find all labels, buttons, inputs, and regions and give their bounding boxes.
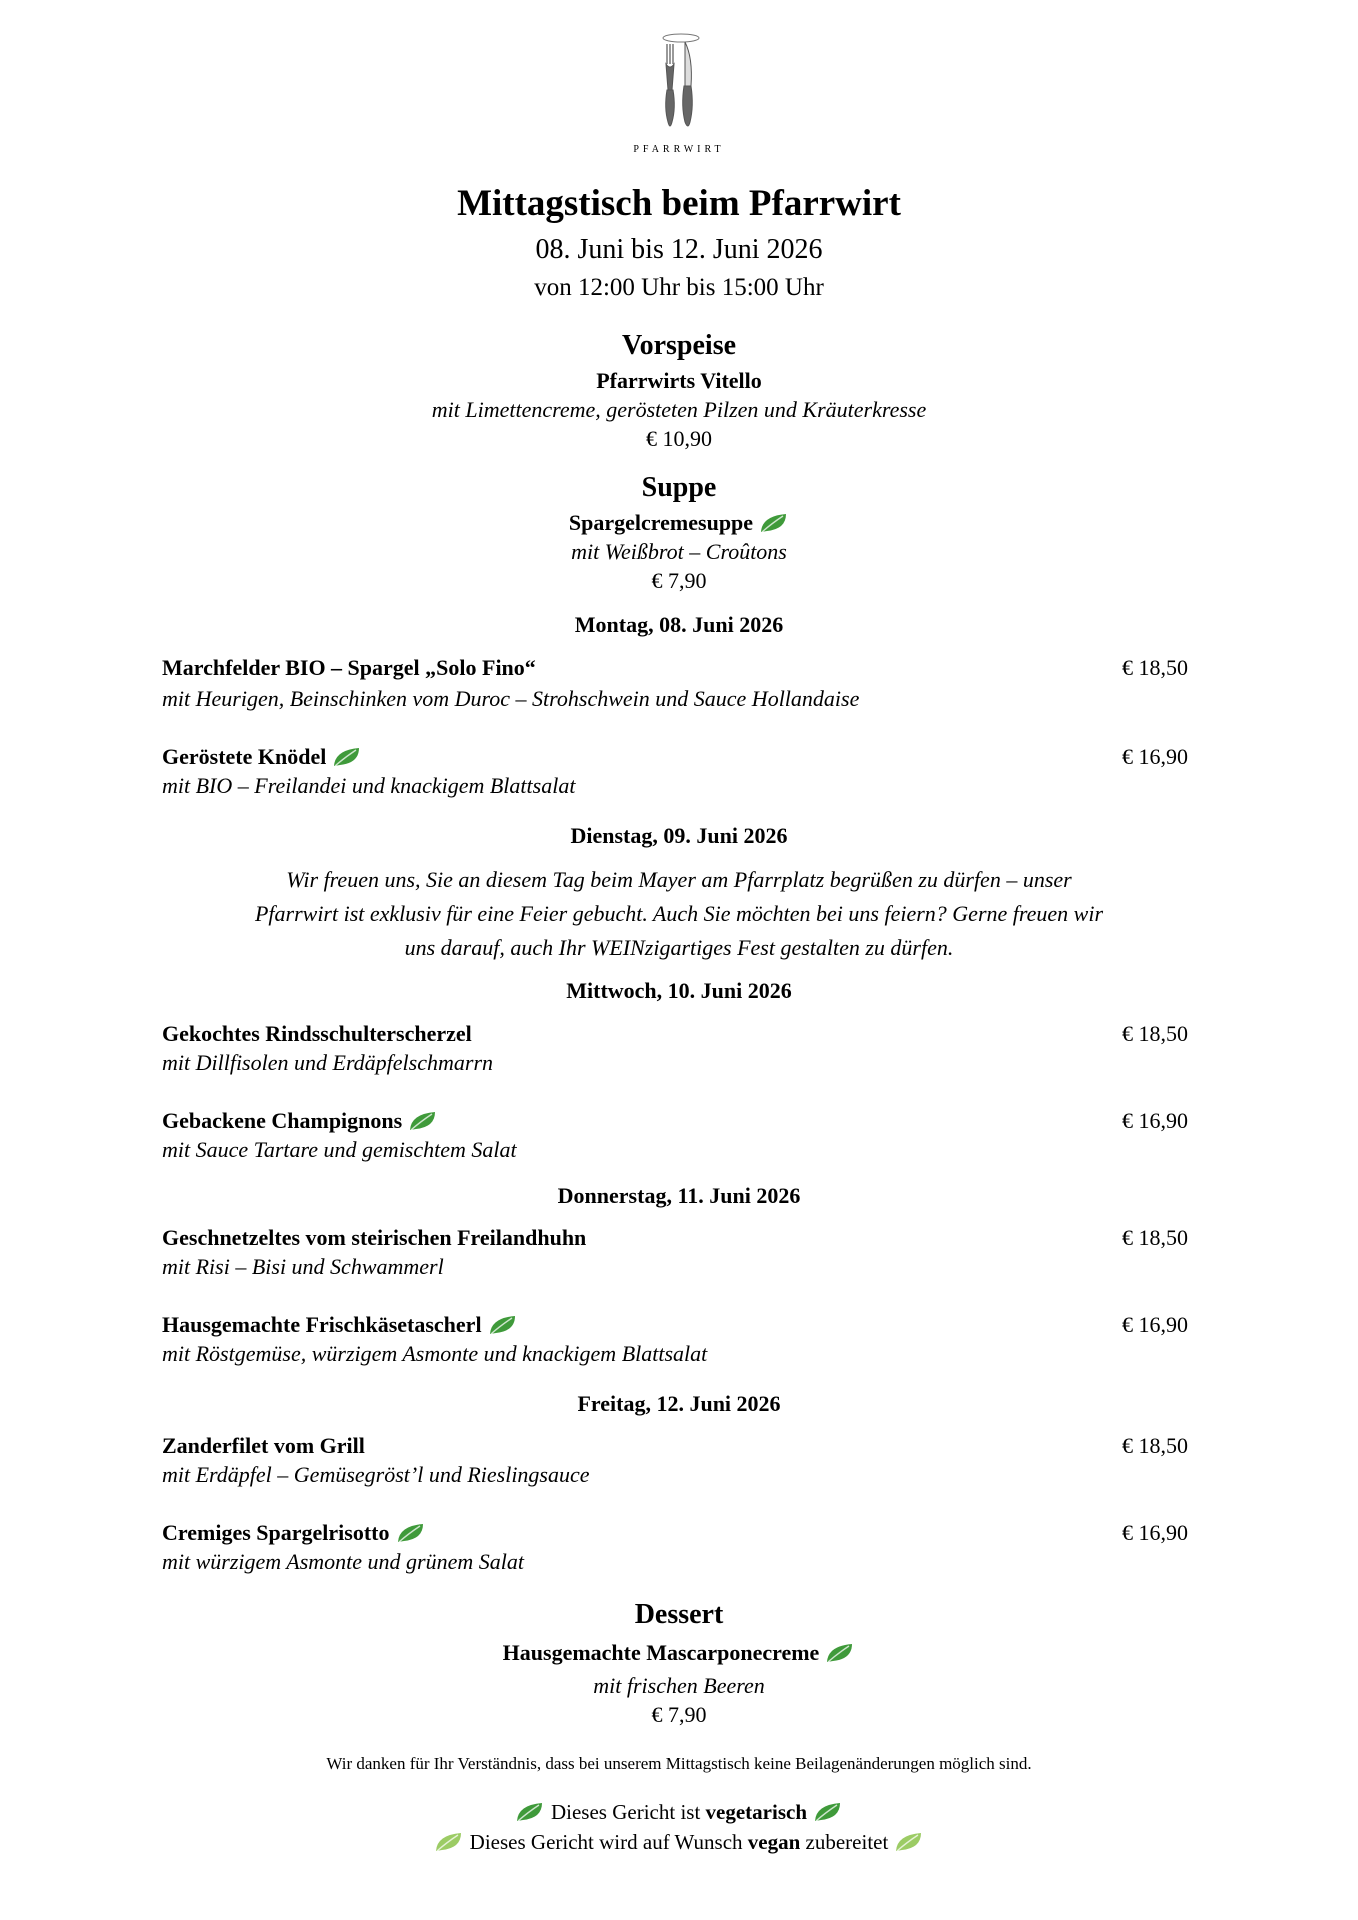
opening-hours: von 12:00 Uhr bis 15:00 Uhr bbox=[534, 274, 824, 301]
date-range: 08. Juni bis 12. Juni 2026 bbox=[535, 234, 823, 265]
dish-price: € 16,90 bbox=[1122, 1108, 1188, 1133]
dish-name-wrap bbox=[162, 744, 362, 770]
legend-vegan-bold: vegan bbox=[747, 1830, 801, 1854]
dessert-dish bbox=[0, 1640, 1358, 1666]
starter-price: € 10,90 bbox=[646, 426, 712, 451]
dish-price: € 16,90 bbox=[1122, 1312, 1188, 1337]
page-title: Mittagstisch beim Pfarrwirt bbox=[457, 183, 901, 224]
day-heading-wednesday: Mittwoch, 10. Juni 2026 bbox=[566, 978, 792, 1003]
legend-vegan bbox=[0, 1830, 1358, 1855]
notice-line: uns darauf, auch Ihr WEINzigartiges Fest gestalten zu dürfen. bbox=[404, 935, 954, 960]
dish-price: € 16,90 bbox=[1122, 1520, 1188, 1545]
dish-price: € 18,50 bbox=[1122, 1433, 1188, 1458]
legend-vegan-post: zubereitet bbox=[805, 1830, 889, 1854]
vegetarian-leaf-icon bbox=[813, 1801, 843, 1823]
dish-name-wrap bbox=[162, 1312, 518, 1338]
dish-name: Gebackene Champignons bbox=[162, 1108, 403, 1133]
soup-description: mit Weißbrot – Croûtons bbox=[571, 539, 787, 564]
dish-price: € 16,90 bbox=[1122, 744, 1188, 769]
day-heading-monday: Montag, 08. Juni 2026 bbox=[574, 612, 784, 637]
dish-name: Gekochtes Rindsschulterscherzel bbox=[162, 1021, 472, 1046]
day-heading-friday: Freitag, 12. Juni 2026 bbox=[577, 1391, 781, 1416]
day-heading-thursday: Donnerstag, 11. Juni 2026 bbox=[557, 1183, 801, 1208]
dessert-section-title: Dessert bbox=[634, 1599, 724, 1630]
closure-notice bbox=[129, 863, 1229, 965]
dish-name: Geröstete Knödel bbox=[162, 744, 327, 769]
dish-name: Marchfelder BIO – Spargel „Solo Fino“ bbox=[162, 655, 536, 680]
brand-name: PFARRWIRT bbox=[633, 144, 725, 155]
legend-vegetarian-text: Dieses Gericht ist bbox=[550, 1800, 701, 1824]
dish-name-wrap bbox=[162, 1520, 426, 1546]
dish-description: mit Sauce Tartare und gemischtem Salat bbox=[162, 1137, 517, 1162]
vegetarian-leaf-icon bbox=[488, 1314, 518, 1336]
vegetarian-leaf-icon bbox=[332, 746, 362, 768]
vegetarian-leaf-icon bbox=[759, 512, 789, 534]
dish-description: mit Risi – Bisi und Schwammerl bbox=[162, 1254, 444, 1279]
starter-description: mit Limettencreme, gerösteten Pilzen und Kräuterkresse bbox=[431, 397, 927, 422]
dish-name: Zanderfilet vom Grill bbox=[162, 1433, 365, 1458]
vegetarian-leaf-icon bbox=[396, 1522, 426, 1544]
dessert-price: € 7,90 bbox=[651, 1702, 707, 1727]
dessert-name: Hausgemachte Mascarponecreme bbox=[502, 1640, 820, 1665]
dish-description: mit Heurigen, Beinschinken vom Duroc – Strohschwein und Sauce Hollandaise bbox=[162, 686, 860, 711]
vegetarian-leaf-icon bbox=[408, 1110, 438, 1132]
starter-name: Pfarrwirts Vitello bbox=[596, 368, 762, 393]
dish-description: mit Erdäpfel – Gemüsegröst’l und Rieslingsauce bbox=[162, 1462, 590, 1487]
dish-description: mit BIO – Freilandei und knackigem Blattsalat bbox=[162, 773, 576, 798]
legend-vegetarian-bold: vegetarisch bbox=[705, 1800, 807, 1824]
dish-description: mit Dillfisolen und Erdäpfelschmarrn bbox=[162, 1050, 494, 1075]
legend-vegetarian bbox=[0, 1800, 1358, 1825]
dish-name: Hausgemachte Frischkäsetascherl bbox=[162, 1312, 482, 1337]
starter-section-title: Vorspeise bbox=[621, 330, 737, 361]
fork-knife-logo-icon bbox=[629, 30, 729, 160]
dish-name: Cremiges Spargelrisotto bbox=[162, 1520, 390, 1545]
soup-name: Spargelcremesuppe bbox=[568, 510, 754, 535]
dessert-description: mit frischen Beeren bbox=[593, 1673, 765, 1698]
dish-price: € 18,50 bbox=[1122, 1225, 1188, 1250]
soup-section-title: Suppe bbox=[641, 472, 717, 503]
dish-price: € 18,50 bbox=[1122, 655, 1188, 680]
dish-name-wrap bbox=[162, 1108, 438, 1134]
dish-description: mit Röstgemüse, würzigem Asmonte und knackigem Blattsalat bbox=[162, 1341, 708, 1366]
day-heading-tuesday: Dienstag, 09. Juni 2026 bbox=[570, 823, 788, 848]
thanks-note: Wir danken für Ihr Verständnis, dass bei unserem Mittagstisch keine Beilagenänderungen möglich sind. bbox=[326, 1754, 1032, 1773]
legend-vegan-text: Dieses Gericht wird auf Wunsch bbox=[469, 1830, 743, 1854]
dish-description: mit würzigem Asmonte und grünem Salat bbox=[162, 1549, 524, 1574]
soup-dish bbox=[0, 510, 1358, 536]
dish-price: € 18,50 bbox=[1122, 1021, 1188, 1046]
notice-line: Pfarrwirt ist exklusiv für eine Feier gebucht. Auch Sie möchten bei uns feiern? Gerne freuen wir bbox=[254, 901, 1104, 926]
vegan-leaf-icon bbox=[894, 1831, 924, 1853]
vegetarian-leaf-icon bbox=[515, 1801, 545, 1823]
vegetarian-leaf-icon bbox=[825, 1642, 855, 1664]
vegan-leaf-icon bbox=[434, 1831, 464, 1853]
dish-name: Geschnetzeltes vom steirischen Freilandhuhn bbox=[162, 1225, 587, 1250]
notice-line: Wir freuen uns, Sie an diesem Tag beim Mayer am Pfarrplatz begrüßen zu dürfen – unser bbox=[286, 867, 1072, 892]
soup-price: € 7,90 bbox=[651, 568, 707, 593]
